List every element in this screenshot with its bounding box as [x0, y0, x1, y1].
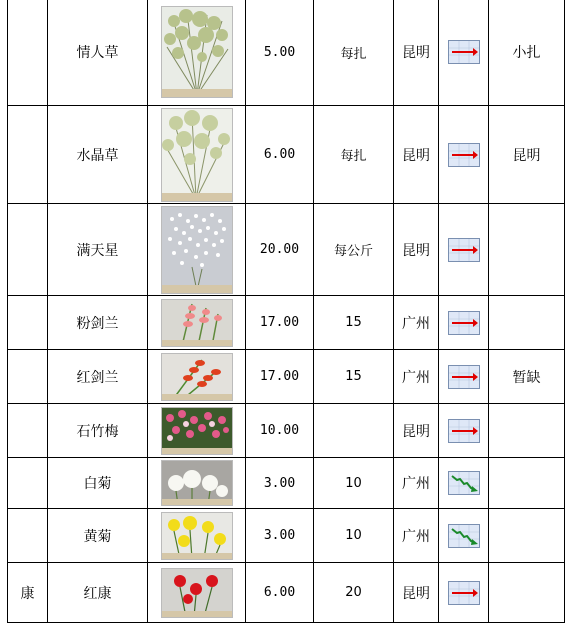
origin-cell: 昆明: [394, 0, 439, 106]
table-row: [8, 563, 565, 623]
note-cell: [489, 458, 565, 509]
trend-cell: [439, 509, 489, 563]
photo-cell: [148, 509, 246, 563]
table-row: [8, 458, 565, 509]
note-cell: [489, 404, 565, 458]
price-cell: 3.00: [246, 458, 314, 509]
category-cell: [8, 296, 48, 350]
flower-name: 黄菊: [48, 509, 148, 563]
flower-name: 水晶草: [48, 106, 148, 204]
table-row: [8, 350, 565, 404]
babys-breath-photo: [161, 206, 233, 294]
unit-cell: 10: [314, 509, 394, 563]
note-cell: 昆明: [489, 106, 565, 204]
category-cell: [8, 404, 48, 458]
trend-flat-icon: [448, 40, 480, 64]
table-row: [8, 106, 565, 204]
trend-flat-icon: [448, 581, 480, 605]
price-cell: 6.00: [246, 563, 314, 623]
price-cell: 10.00: [246, 404, 314, 458]
flower-name: 情人草: [48, 0, 148, 106]
flower-name: 红康: [48, 563, 148, 623]
photo-cell: [148, 458, 246, 509]
photo-cell: [148, 350, 246, 404]
origin-cell: 广州: [394, 350, 439, 404]
note-cell: 暂缺: [489, 350, 565, 404]
flower-name: 红剑兰: [48, 350, 148, 404]
trend-flat-icon: [448, 143, 480, 167]
category-cell: [8, 106, 48, 204]
category-cell: [8, 0, 48, 106]
note-cell: 小扎: [489, 0, 565, 106]
table-row: [8, 509, 565, 563]
white-chrysanthemum-photo: [161, 460, 233, 506]
unit-cell: 每公斤: [314, 204, 394, 296]
note-cell: [489, 509, 565, 563]
origin-cell: 昆明: [394, 563, 439, 623]
origin-cell: 广州: [394, 458, 439, 509]
flower-name: 满天星: [48, 204, 148, 296]
price-cell: 17.00: [246, 350, 314, 404]
trend-flat-icon: [448, 311, 480, 335]
origin-cell: 广州: [394, 296, 439, 350]
trend-cell: [439, 404, 489, 458]
photo-cell: [148, 106, 246, 204]
category-cell: [8, 563, 48, 623]
origin-cell: 昆明: [394, 204, 439, 296]
trend-cell: [439, 350, 489, 404]
table-row: [8, 0, 565, 106]
photo-cell: [148, 0, 246, 106]
photo-cell: [148, 296, 246, 350]
red-carnation-photo: [161, 568, 233, 618]
unit-cell: 15: [314, 296, 394, 350]
table-row: [8, 204, 565, 296]
category-cell: [8, 458, 48, 509]
note-cell: [489, 563, 565, 623]
unit-cell: 10: [314, 458, 394, 509]
statice-photo: [161, 108, 233, 202]
flower-price-table: [7, 0, 565, 623]
trend-cell: [439, 296, 489, 350]
origin-cell: 昆明: [394, 106, 439, 204]
category-label: 康: [20, 585, 35, 602]
pink-gladiolus-photo: [161, 299, 233, 347]
price-cell: 6.00: [246, 106, 314, 204]
category-cell: [8, 350, 48, 404]
unit-cell: 20: [314, 563, 394, 623]
unit-cell: 每扎: [314, 0, 394, 106]
trend-down-icon: [448, 524, 480, 548]
flower-name: 石竹梅: [48, 404, 148, 458]
note-cell: [489, 204, 565, 296]
price-cell: 5.00: [246, 0, 314, 106]
yellow-chrysanthemum-photo: [161, 512, 233, 560]
trend-flat-icon: [448, 238, 480, 262]
trend-cell: [439, 204, 489, 296]
photo-cell: [148, 563, 246, 623]
unit-cell: [314, 404, 394, 458]
trend-cell: [439, 106, 489, 204]
trend-cell: [439, 563, 489, 623]
dianthus-photo: [161, 407, 233, 455]
origin-cell: 昆明: [394, 404, 439, 458]
flower-name: 粉剑兰: [48, 296, 148, 350]
trend-cell: [439, 458, 489, 509]
trend-flat-icon: [448, 365, 480, 389]
red-gladiolus-photo: [161, 353, 233, 401]
flower-name: 白菊: [48, 458, 148, 509]
statice-photo: [161, 6, 233, 98]
price-cell: 20.00: [246, 204, 314, 296]
price-cell: 3.00: [246, 509, 314, 563]
trend-cell: [439, 0, 489, 106]
origin-cell: 广州: [394, 509, 439, 563]
category-cell: [8, 204, 48, 296]
table-row: [8, 404, 565, 458]
category-cell: [8, 509, 48, 563]
note-cell: [489, 296, 565, 350]
trend-down-icon: [448, 471, 480, 495]
trend-flat-icon: [448, 419, 480, 443]
unit-cell: 每扎: [314, 106, 394, 204]
unit-cell: 15: [314, 350, 394, 404]
photo-cell: [148, 404, 246, 458]
table-row: [8, 296, 565, 350]
photo-cell: [148, 204, 246, 296]
price-cell: 17.00: [246, 296, 314, 350]
